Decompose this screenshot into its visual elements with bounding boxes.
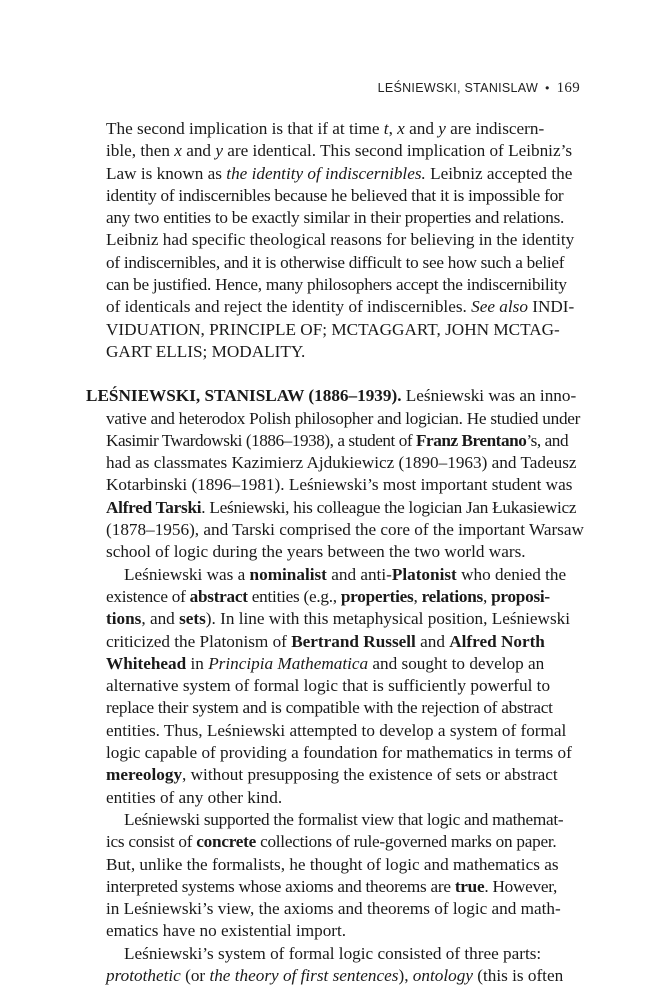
text-line: entities of any other kind. (106, 787, 283, 807)
text-line: had as classmates Kazimierz Ajdukiewicz (1890–1963) and Tadeusz (106, 453, 577, 473)
text-line: criticized the Platonism of Bertrand Russell and Alfred North (106, 631, 545, 651)
text-line: interpreted systems whose axioms and theorems are true. However, (106, 876, 558, 896)
text-line: Leibniz had specific theological reasons for believing in the identity (106, 230, 575, 250)
text-line: Kasimir Twardowski (1886–1938), a student of Franz Brentano’s, and (106, 430, 569, 450)
text-line: school of logic during the years between the two world wars. (106, 542, 526, 562)
text-line: Leśniewski supported the formalist view that logic and mathemat- (124, 809, 564, 829)
bullet-separator: • (545, 81, 550, 95)
text-line: any two entities to be exactly similar in their properties and relations. (106, 208, 565, 228)
text-line: identity of indiscernibles because he believed that it is impossible for (106, 185, 564, 205)
text-line: entities. Thus, Leśniewski attempted to develop a system of formal (106, 720, 567, 740)
text-line: Whitehead in Principia Mathematica and sought to develop an (106, 653, 545, 673)
text-line: Alfred Tarski. Leśniewski, his colleague the logician Jan Łukasiewicz (106, 497, 577, 517)
running-title: LEŚNIEWSKI, STANISLAW (377, 81, 539, 95)
paragraph (86, 564, 582, 809)
text-line: But, unlike the formalists, he thought of logic and mathematics as (106, 854, 559, 874)
text-line: VIDUATION, PRINCIPLE OF; MCTAGGART, JOHN MCTAG- (106, 319, 560, 339)
text-line: The second implication is that if at time t, x and y are indiscern- (106, 119, 545, 138)
paragraph (86, 943, 582, 988)
text-line: protothetic (or the theory of first sentences), ontology (this is often (106, 965, 564, 985)
text-line: of identicals and reject the identity of indiscernibles. See also INDI- (106, 297, 575, 317)
text-line: vative and heterodox Polish philosopher and logician. He studied under (106, 408, 581, 428)
paragraph (86, 809, 582, 943)
page-number: 169 (556, 80, 580, 96)
text-line: mereology, without presupposing the existence of sets or abstract (106, 765, 558, 785)
text-line: Leśniewski was a nominalist and anti-Platonist who denied the (124, 564, 567, 584)
page-body (86, 118, 582, 987)
text-line: ible, then x and y are identical. This second implication of Leibniz’s (106, 141, 573, 161)
text-line: existence of abstract entities (e.g., properties, relations, proposi- (106, 586, 550, 606)
running-header (378, 80, 580, 97)
text-line: Kotarbinski (1896–1981). Leśniewski’s most important student was (106, 475, 573, 495)
text-line: GART ELLIS; MODALITY. (106, 341, 306, 361)
text-line: tions, and sets). In line with this metaphysical position, Leśniewski (106, 609, 571, 629)
text-line: can be justified. Hence, many philosophers accept the indiscernibility (106, 275, 567, 295)
text-line: ics consist of concrete collections of rule-governed marks on paper. (106, 832, 557, 852)
text-line: of indiscernibles, and it is otherwise difficult to see how such a belief (106, 252, 565, 272)
text-line: Law is known as the identity of indiscernibles. Leibniz accepted the (106, 163, 573, 183)
text-line: ematics have no existential import. (106, 921, 347, 941)
text-line: Leśniewski’s system of formal logic consisted of three parts: (124, 943, 542, 963)
text-line: logic capable of providing a foundation for mathematics in terms of (106, 743, 572, 763)
text-line: LEŚNIEWSKI, STANISLAW (1886–1939). Leśniewski was an inno- (86, 386, 577, 406)
dictionary-entry (86, 385, 582, 563)
text-line: replace their system and is compatible with the rejection of abstract (106, 698, 553, 718)
entry-headword: LEŚNIEWSKI, STANISLAW (1886–1939). (86, 386, 402, 406)
paragraph-continued (86, 118, 582, 363)
text-line: alternative system of formal logic that is sufficiently powerful to (106, 676, 551, 696)
text-line: (1878–1956), and Tarski comprised the core of the important Warsaw (106, 520, 584, 540)
text-line: in Leśniewski’s view, the axioms and theorems of logic and math- (106, 899, 561, 919)
